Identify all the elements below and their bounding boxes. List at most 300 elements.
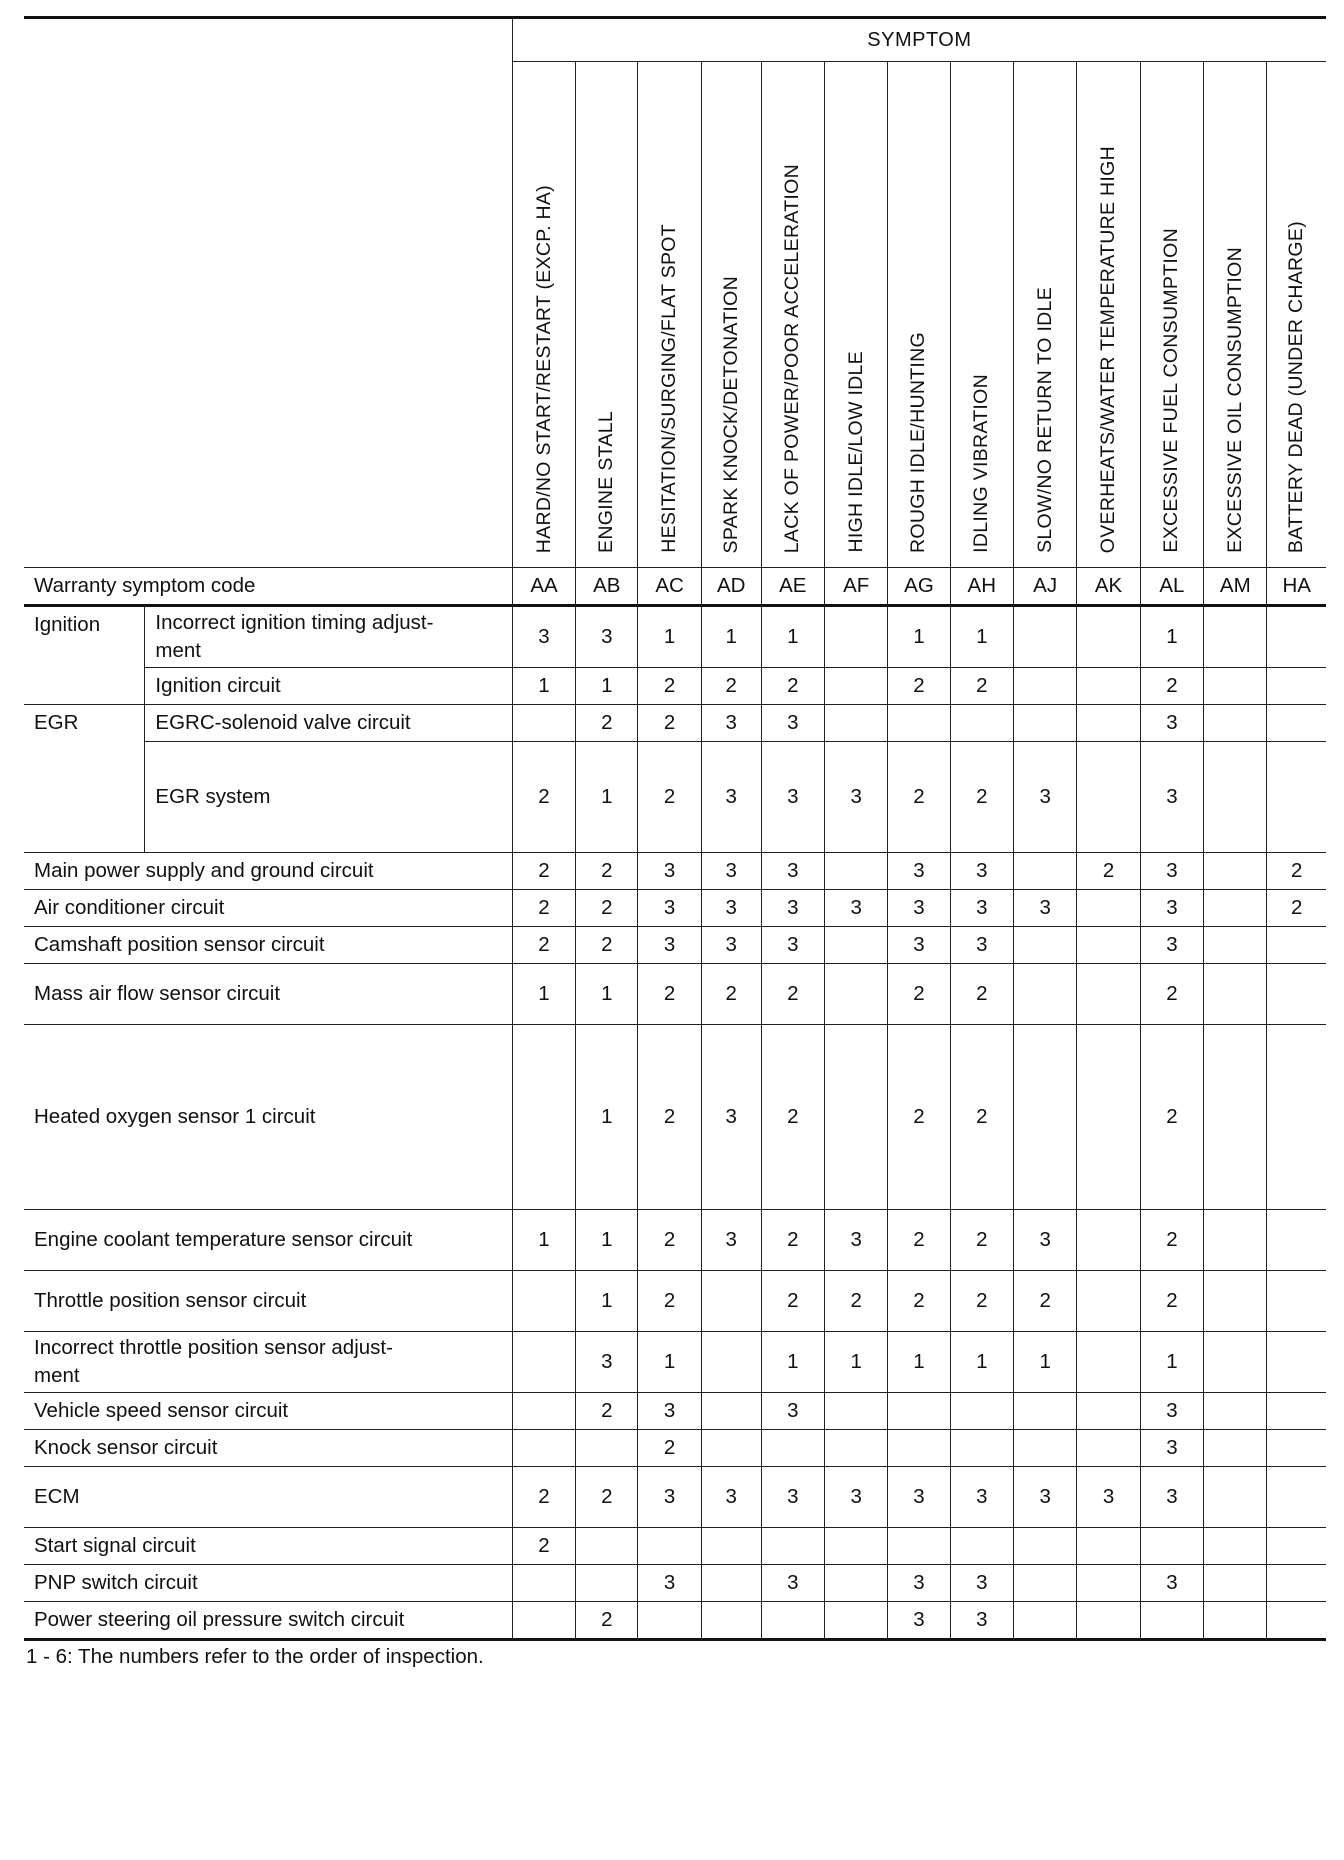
priority-cell <box>1013 1393 1076 1430</box>
priority-cell: 1 <box>576 742 638 853</box>
priority-cell: 3 <box>761 705 824 742</box>
priority-cell <box>701 1528 761 1565</box>
priority-cell: 1 <box>950 1332 1013 1393</box>
priority-cell <box>1204 1528 1267 1565</box>
symptom-name: EXCESSIVE FUEL CONSUMPTION <box>1160 228 1183 553</box>
priority-cell: 3 <box>701 1210 761 1271</box>
priority-cell: 2 <box>950 1210 1013 1271</box>
priority-cell: 1 <box>576 1025 638 1210</box>
priority-cell: 2 <box>512 1467 575 1528</box>
priority-cell <box>638 1528 701 1565</box>
priority-cell: 3 <box>1140 927 1203 964</box>
symptom-name: SPARK KNOCK/DETONATION <box>719 275 742 553</box>
priority-cell <box>1267 927 1326 964</box>
priority-cell <box>950 1430 1013 1467</box>
priority-cell: 2 <box>576 705 638 742</box>
priority-cell: 3 <box>950 853 1013 890</box>
row-label: Ignition circuit <box>145 668 512 705</box>
priority-cell: 1 <box>638 1332 701 1393</box>
row-label: Mass air flow sensor circuit <box>24 964 512 1025</box>
symptom-name: HESITATION/SURGING/FLAT SPOT <box>658 224 681 553</box>
priority-cell: 3 <box>825 890 888 927</box>
priority-cell: 2 <box>576 853 638 890</box>
table-row <box>24 1332 1326 1393</box>
priority-cell <box>512 1332 575 1393</box>
priority-cell: 3 <box>888 927 950 964</box>
symptom-code-cell: AK <box>1077 568 1140 606</box>
priority-cell: 2 <box>761 964 824 1025</box>
priority-cell <box>1013 705 1076 742</box>
priority-cell: 3 <box>701 742 761 853</box>
priority-cell <box>1077 890 1140 927</box>
row-label: Camshaft position sensor circuit <box>24 927 512 964</box>
row-label: Main power supply and ground circuit <box>24 853 512 890</box>
priority-cell: 2 <box>638 1210 701 1271</box>
symptom-header-cell <box>825 62 888 568</box>
priority-cell: 1 <box>638 606 701 668</box>
priority-cell <box>950 1528 1013 1565</box>
priority-cell: 3 <box>701 1467 761 1528</box>
priority-cell <box>1077 606 1140 668</box>
priority-cell: 3 <box>761 1393 824 1430</box>
row-label: PNP switch circuit <box>24 1565 512 1602</box>
priority-cell <box>1204 927 1267 964</box>
symptom-name: EXCESSIVE OIL CONSUMPTION <box>1223 247 1246 553</box>
priority-cell: 3 <box>512 606 575 668</box>
priority-cell: 2 <box>638 1271 701 1332</box>
table-row <box>24 1467 1326 1528</box>
priority-cell: 3 <box>950 1467 1013 1528</box>
priority-cell: 3 <box>576 606 638 668</box>
row-label: EGRC-solenoid valve circuit <box>145 705 512 742</box>
priority-cell: 3 <box>701 705 761 742</box>
priority-cell <box>1204 1210 1267 1271</box>
table-row <box>24 1025 1326 1210</box>
symptom-name: BATTERY DEAD (UNDER CHARGE) <box>1285 220 1308 553</box>
priority-cell <box>1077 742 1140 853</box>
table-row <box>24 668 1326 705</box>
priority-cell <box>576 1565 638 1602</box>
priority-cell <box>701 1393 761 1430</box>
priority-cell: 2 <box>512 927 575 964</box>
priority-cell: 3 <box>638 890 701 927</box>
priority-cell: 2 <box>761 1271 824 1332</box>
table-row <box>24 964 1326 1025</box>
priority-cell <box>512 705 575 742</box>
priority-cell: 3 <box>950 890 1013 927</box>
priority-cell: 1 <box>576 1271 638 1332</box>
priority-cell <box>1267 1430 1326 1467</box>
priority-cell <box>701 1271 761 1332</box>
row-label: Vehicle speed sensor circuit <box>24 1393 512 1430</box>
symptom-header-cell <box>701 62 761 568</box>
priority-cell: 3 <box>701 853 761 890</box>
priority-cell <box>1204 742 1267 853</box>
priority-cell: 1 <box>761 1332 824 1393</box>
priority-cell <box>1013 606 1076 668</box>
priority-cell <box>888 1528 950 1565</box>
symptom-name: HARD/NO START/RESTART (EXCP. HA) <box>532 184 555 553</box>
priority-cell <box>1204 1602 1267 1640</box>
symptom-name: ENGINE STALL <box>595 411 618 553</box>
symptom-header-cell <box>1204 62 1267 568</box>
symptom-code-cell: AD <box>701 568 761 606</box>
priority-cell: 3 <box>950 927 1013 964</box>
priority-cell <box>1077 1025 1140 1210</box>
symptom-header-cell <box>950 62 1013 568</box>
priority-cell <box>1077 1430 1140 1467</box>
priority-cell: 1 <box>512 668 575 705</box>
symptom-header-cell <box>888 62 950 568</box>
priority-cell: 2 <box>512 1528 575 1565</box>
priority-cell <box>1267 606 1326 668</box>
priority-cell <box>825 705 888 742</box>
priority-cell: 2 <box>761 1210 824 1271</box>
row-label: Incorrect throttle position sensor adjust- ment <box>24 1332 512 1393</box>
row-label: Engine coolant temperature sensor circuit <box>24 1210 512 1271</box>
priority-cell <box>1204 606 1267 668</box>
priority-cell <box>1077 1271 1140 1332</box>
priority-cell <box>888 705 950 742</box>
symptom-code-cell: AA <box>512 568 575 606</box>
priority-cell: 2 <box>638 705 701 742</box>
priority-cell <box>1077 1210 1140 1271</box>
priority-cell: 3 <box>638 927 701 964</box>
priority-cell: 3 <box>1013 1210 1076 1271</box>
priority-cell <box>701 1430 761 1467</box>
priority-cell <box>1077 964 1140 1025</box>
symptom-name: IDLING VIBRATION <box>970 374 993 553</box>
priority-cell: 2 <box>1140 964 1203 1025</box>
symptom-code-cell: AL <box>1140 568 1203 606</box>
priority-cell <box>1267 1025 1326 1210</box>
table-row <box>24 1430 1326 1467</box>
priority-cell: 2 <box>761 1025 824 1210</box>
symptom-code-cell: AC <box>638 568 701 606</box>
priority-cell <box>1267 1271 1326 1332</box>
priority-cell <box>825 964 888 1025</box>
priority-cell <box>1204 1467 1267 1528</box>
priority-cell <box>1013 1602 1076 1640</box>
priority-cell: 1 <box>701 606 761 668</box>
priority-cell <box>1267 668 1326 705</box>
priority-cell <box>512 1565 575 1602</box>
priority-cell: 1 <box>576 964 638 1025</box>
priority-cell <box>825 1025 888 1210</box>
priority-cell: 3 <box>888 1467 950 1528</box>
priority-cell: 3 <box>761 853 824 890</box>
priority-cell: 3 <box>761 1467 824 1528</box>
priority-cell <box>701 1565 761 1602</box>
table-row <box>24 606 1326 668</box>
priority-cell: 1 <box>576 668 638 705</box>
priority-cell <box>825 668 888 705</box>
priority-cell: 3 <box>825 742 888 853</box>
priority-cell: 1 <box>950 606 1013 668</box>
priority-cell <box>950 705 1013 742</box>
priority-cell <box>1077 1393 1140 1430</box>
row-label: Air conditioner circuit <box>24 890 512 927</box>
priority-cell <box>1267 1332 1326 1393</box>
priority-cell: 2 <box>950 1025 1013 1210</box>
priority-cell: 2 <box>638 668 701 705</box>
priority-cell: 2 <box>888 1210 950 1271</box>
priority-cell: 2 <box>950 742 1013 853</box>
priority-cell: 1 <box>1140 606 1203 668</box>
row-label: Knock sensor circuit <box>24 1430 512 1467</box>
symptom-header-cell <box>1013 62 1076 568</box>
priority-cell <box>512 1602 575 1640</box>
table-corner-blank <box>24 18 512 568</box>
priority-cell <box>825 1430 888 1467</box>
priority-cell <box>1204 1430 1267 1467</box>
symptom-code-cell: AF <box>825 568 888 606</box>
priority-cell: 2 <box>701 964 761 1025</box>
priority-cell <box>576 1528 638 1565</box>
priority-cell: 3 <box>888 853 950 890</box>
priority-cell <box>1013 1025 1076 1210</box>
priority-cell <box>512 1393 575 1430</box>
symptom-header-cell <box>638 62 701 568</box>
priority-cell <box>1267 742 1326 853</box>
priority-cell: 2 <box>638 964 701 1025</box>
priority-cell: 2 <box>512 853 575 890</box>
priority-cell: 2 <box>888 1271 950 1332</box>
priority-cell: 3 <box>1013 742 1076 853</box>
priority-cell: 3 <box>1140 853 1203 890</box>
table-row <box>24 890 1326 927</box>
priority-cell: 2 <box>576 927 638 964</box>
symptom-code-cell: AE <box>761 568 824 606</box>
priority-cell <box>1013 853 1076 890</box>
priority-cell: 3 <box>701 1025 761 1210</box>
priority-cell: 2 <box>1140 1271 1203 1332</box>
symptom-code-cell: HA <box>1267 568 1326 606</box>
priority-cell <box>1204 1332 1267 1393</box>
priority-cell: 2 <box>576 890 638 927</box>
priority-cell <box>1013 927 1076 964</box>
priority-cell <box>638 1602 701 1640</box>
priority-cell <box>1204 964 1267 1025</box>
priority-cell <box>1267 964 1326 1025</box>
priority-cell <box>1267 1393 1326 1430</box>
priority-cell: 2 <box>701 668 761 705</box>
priority-cell <box>1204 1025 1267 1210</box>
priority-cell: 3 <box>888 1565 950 1602</box>
priority-cell: 3 <box>701 890 761 927</box>
priority-cell <box>576 1430 638 1467</box>
priority-cell: 2 <box>1140 668 1203 705</box>
priority-cell <box>1204 853 1267 890</box>
priority-cell: 3 <box>825 1210 888 1271</box>
symptom-code-cell: AH <box>950 568 1013 606</box>
priority-cell: 1 <box>888 1332 950 1393</box>
priority-cell: 2 <box>825 1271 888 1332</box>
priority-cell <box>1267 1602 1326 1640</box>
priority-cell: 2 <box>1267 853 1326 890</box>
priority-cell: 3 <box>701 927 761 964</box>
priority-cell <box>701 1602 761 1640</box>
priority-cell: 3 <box>888 1602 950 1640</box>
priority-cell <box>1267 705 1326 742</box>
priority-cell: 2 <box>888 668 950 705</box>
priority-cell: 3 <box>638 1393 701 1430</box>
priority-cell <box>1077 1332 1140 1393</box>
priority-cell: 3 <box>638 1467 701 1528</box>
priority-cell: 2 <box>1013 1271 1076 1332</box>
priority-cell <box>512 1271 575 1332</box>
row-label: Heated oxygen sensor 1 circuit <box>24 1025 512 1210</box>
row-label: Incorrect ignition timing adjust- ment <box>145 606 512 668</box>
priority-cell <box>1204 890 1267 927</box>
priority-cell <box>701 1332 761 1393</box>
symptom-header-cell <box>1140 62 1203 568</box>
priority-cell <box>888 1430 950 1467</box>
symptom-code-cell: AJ <box>1013 568 1076 606</box>
symptom-header-cell <box>761 62 824 568</box>
table-row <box>24 1271 1326 1332</box>
priority-cell: 3 <box>950 1565 1013 1602</box>
priority-cell: 2 <box>888 964 950 1025</box>
table-row <box>24 705 1326 742</box>
symptom-header-title: SYMPTOM <box>512 18 1326 62</box>
priority-cell <box>1013 668 1076 705</box>
symptom-name: ROUGH IDLE/HUNTING <box>907 332 930 553</box>
row-label: Start signal circuit <box>24 1528 512 1565</box>
priority-cell: 2 <box>950 668 1013 705</box>
priority-cell: 3 <box>825 1467 888 1528</box>
priority-cell <box>1077 705 1140 742</box>
priority-cell: 3 <box>1140 1430 1203 1467</box>
symptom-header-cell <box>1267 62 1326 568</box>
table-row <box>24 1528 1326 1565</box>
priority-cell <box>1267 1467 1326 1528</box>
priority-cell <box>1077 1528 1140 1565</box>
priority-cell <box>1204 1393 1267 1430</box>
priority-cell: 2 <box>950 964 1013 1025</box>
diagnostic-matrix <box>24 16 1326 1669</box>
row-label: ECM <box>24 1467 512 1528</box>
priority-cell: 1 <box>1013 1332 1076 1393</box>
priority-cell: 3 <box>1140 742 1203 853</box>
table-row <box>24 1565 1326 1602</box>
priority-cell: 1 <box>512 964 575 1025</box>
priority-cell <box>1267 1528 1326 1565</box>
priority-cell: 2 <box>638 1025 701 1210</box>
symptom-name: LACK OF POWER/POOR ACCELERATION <box>781 163 804 553</box>
priority-cell <box>1267 1565 1326 1602</box>
priority-cell: 2 <box>888 742 950 853</box>
priority-cell <box>1267 1210 1326 1271</box>
priority-cell: 3 <box>1140 1565 1203 1602</box>
priority-cell: 3 <box>1140 890 1203 927</box>
priority-cell: 1 <box>825 1332 888 1393</box>
priority-cell <box>1077 1565 1140 1602</box>
table-row <box>24 927 1326 964</box>
priority-cell <box>825 1393 888 1430</box>
priority-cell: 3 <box>638 1565 701 1602</box>
table-row <box>24 742 1326 853</box>
table-row <box>24 1602 1326 1640</box>
priority-cell <box>1077 927 1140 964</box>
priority-cell: 2 <box>576 1602 638 1640</box>
priority-cell: 2 <box>1140 1210 1203 1271</box>
priority-cell: 3 <box>1013 1467 1076 1528</box>
priority-cell: 1 <box>576 1210 638 1271</box>
priority-cell: 3 <box>761 890 824 927</box>
priority-cell <box>825 927 888 964</box>
priority-cell <box>1013 964 1076 1025</box>
symptom-header-cell <box>1077 62 1140 568</box>
priority-cell <box>1140 1602 1203 1640</box>
priority-cell <box>1077 668 1140 705</box>
priority-cell: 2 <box>761 668 824 705</box>
table-row <box>24 1210 1326 1271</box>
priority-cell: 3 <box>638 853 701 890</box>
priority-cell <box>1013 1528 1076 1565</box>
symptom-header-cell <box>512 62 575 568</box>
priority-cell <box>1204 1565 1267 1602</box>
priority-cell <box>761 1528 824 1565</box>
priority-cell <box>825 1528 888 1565</box>
priority-cell: 2 <box>888 1025 950 1210</box>
row-label: Power steering oil pressure switch circuit <box>24 1602 512 1640</box>
priority-cell: 3 <box>1013 890 1076 927</box>
priority-cell: 2 <box>512 890 575 927</box>
priority-cell <box>1013 1430 1076 1467</box>
priority-cell: 3 <box>761 927 824 964</box>
symptom-code-cell: AG <box>888 568 950 606</box>
priority-cell <box>761 1430 824 1467</box>
row-label: EGR system <box>145 742 512 853</box>
priority-cell <box>1140 1528 1203 1565</box>
priority-cell <box>1077 1602 1140 1640</box>
priority-cell: 3 <box>1077 1467 1140 1528</box>
symptom-code-cell: AM <box>1204 568 1267 606</box>
priority-cell <box>825 606 888 668</box>
priority-cell: 1 <box>1140 1332 1203 1393</box>
priority-cell: 3 <box>950 1602 1013 1640</box>
priority-cell: 3 <box>761 1565 824 1602</box>
priority-cell: 2 <box>512 742 575 853</box>
symptom-header-cell <box>576 62 638 568</box>
symptom-name: SLOW/NO RETURN TO IDLE <box>1033 287 1056 553</box>
priority-cell: 3 <box>1140 705 1203 742</box>
priority-cell: 2 <box>576 1467 638 1528</box>
priority-cell: 2 <box>1140 1025 1203 1210</box>
priority-cell: 2 <box>638 742 701 853</box>
priority-cell: 3 <box>888 890 950 927</box>
priority-cell <box>1204 668 1267 705</box>
priority-cell <box>1013 1565 1076 1602</box>
group-egr: EGR <box>24 705 145 853</box>
symptom-code-cell: AB <box>576 568 638 606</box>
group-ignition: Ignition <box>24 606 145 705</box>
footnote: 1 - 6: The numbers refer to the order of inspection. <box>26 1645 484 1668</box>
warranty-code-label: Warranty symptom code <box>24 568 512 606</box>
priority-cell <box>888 1393 950 1430</box>
priority-cell <box>512 1430 575 1467</box>
priority-cell: 2 <box>576 1393 638 1430</box>
priority-cell <box>761 1602 824 1640</box>
priority-cell <box>950 1393 1013 1430</box>
symptom-name: OVERHEATS/WATER TEMPERATURE HIGH <box>1097 145 1120 553</box>
priority-cell: 1 <box>512 1210 575 1271</box>
symptom-matrix-table <box>24 16 1326 1641</box>
priority-cell <box>1204 1271 1267 1332</box>
priority-cell: 1 <box>761 606 824 668</box>
priority-cell <box>825 1565 888 1602</box>
